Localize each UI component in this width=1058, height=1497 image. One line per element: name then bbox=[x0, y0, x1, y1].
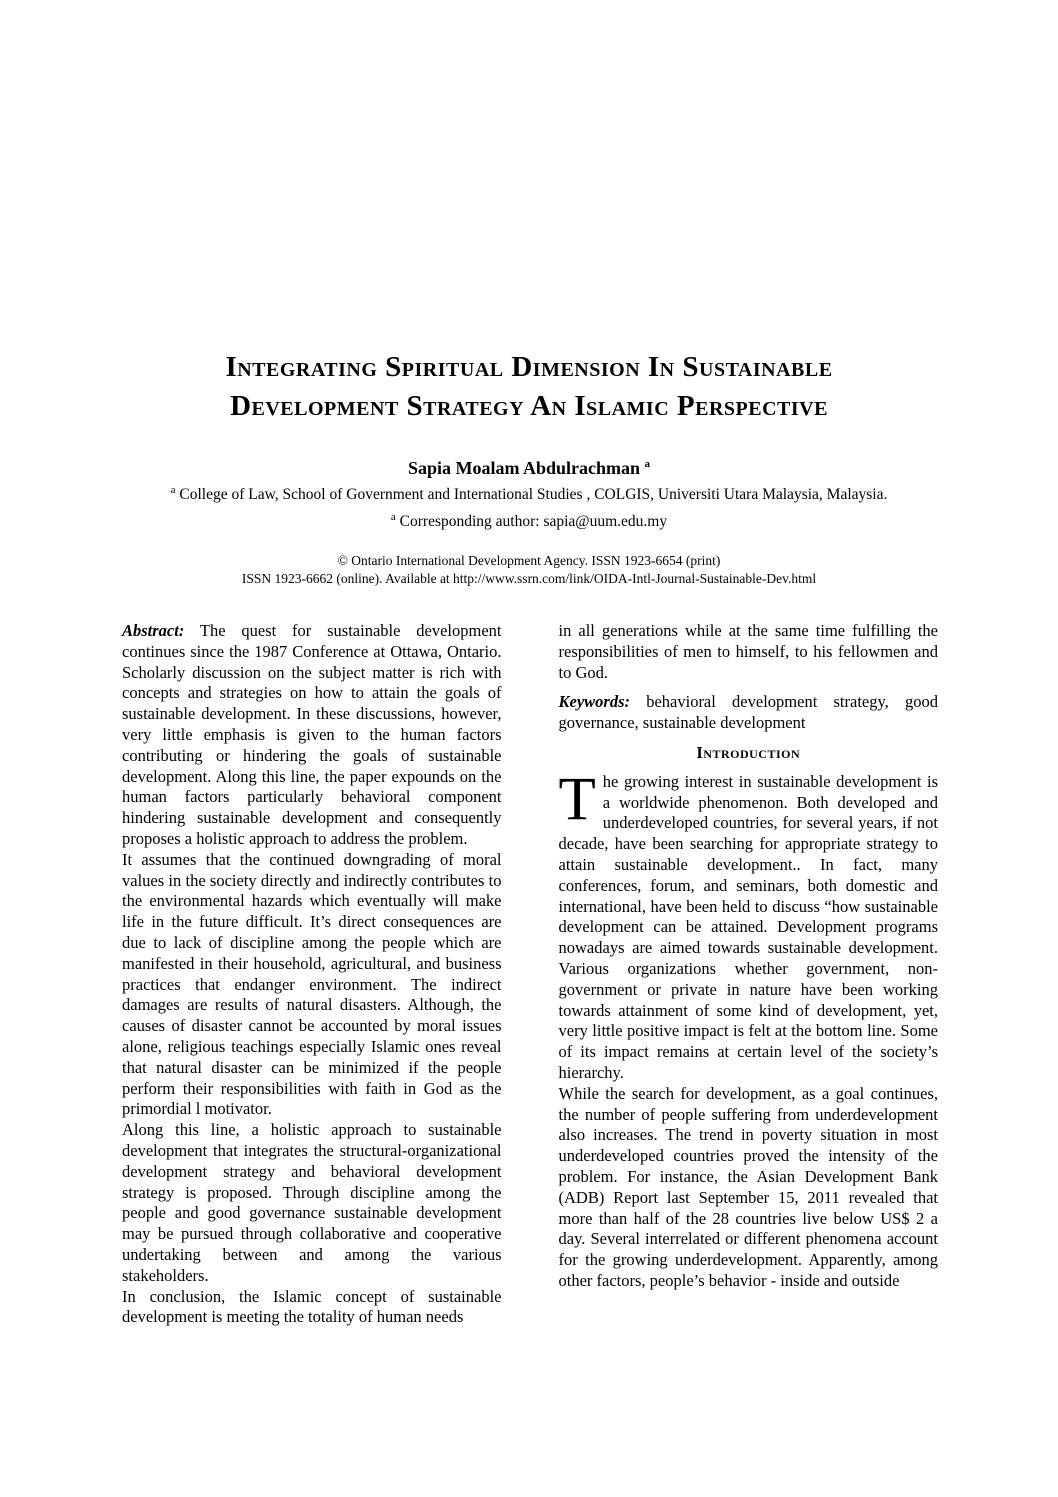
issn-print-line: © Ontario International Development Agency. ISSN 1923-6654 (print) bbox=[337, 553, 721, 569]
right-column bbox=[559, 621, 939, 1328]
affiliation-marker: a bbox=[170, 484, 176, 496]
keywords-paragraph bbox=[559, 692, 939, 734]
paper-title-line-1: Integrating Spiritual Dimension In Sustainable bbox=[225, 351, 833, 383]
paper-header bbox=[0, 348, 1058, 588]
publisher-issn-block bbox=[0, 552, 1058, 588]
abstract-paragraph-2: It assumes that the continued downgrading of moral values in the society directly and indirectly contributes to the environmental hazards which eventually will make life in the future difficult. It’s direct consequences are due to lack of discipline among the people which are manifested in their household, agricultural, and business practices that endanger environment. The indirect damages are results of natural disasters. Although, the causes of disaster cannot be accounted by moral issues alone, religious teachings especially Islamic ones reveal that natural disaster can be minimized if the people perform their responsibilities with faith in God as the primordial l motivator. bbox=[122, 849, 502, 1119]
author-name: Sapia Moalam Abdulrachman bbox=[407, 458, 641, 478]
body-columns bbox=[122, 621, 938, 1328]
paper-title bbox=[0, 348, 1058, 426]
introduction-paragraph-2: While the search for development, as a goal continues, the number of people suffering from underdevelopment also increases. The trend in poverty situation in most underdeveloped countries proved the intensity of the problem. For instance, the Asian Development Bank (ADB) Report last September 15, 2011 revealed that more than half of the 28 countries live below US$ 2 a day. Several interrelated or different phenomena account for the growing underdevelopment. Apparently, among other factors, people’s behavior - inside and outside bbox=[558, 1083, 938, 1290]
issn-online-line: ISSN 1923-6662 (online). Available at http://www.ssrn.com/link/OIDA-Intl-Journal-Sustainable-Dev.html bbox=[241, 571, 817, 587]
introduction-paragraph-1 bbox=[558, 765, 939, 1084]
author-line bbox=[0, 453, 1058, 479]
keywords-label: Keywords: bbox=[558, 692, 630, 712]
abstract-paragraph bbox=[122, 621, 502, 850]
abstract-continuation-paragraph: in all generations while at the same time fulfilling the responsibilities of men to himself, to his fellowmen and to God. bbox=[558, 621, 938, 682]
abstract-label: Abstract: bbox=[122, 621, 185, 640]
affiliation-text: College of Law, School of Government and International Studies , COLGIS, Universiti Utara Malaysia, Malaysia. bbox=[175, 486, 888, 504]
introduction-paragraph-1-text: he growing interest in sustainable development is a worldwide phenomenon. Both developed and underdeveloped countries, for several years, if not decade, have been searching for appropriate strategy to attain sustainable development.. In fact, many conferences, forum, and seminars, both domestic and international, have been held to discuss “how sustainable development can be attained. Development programs nowadays are aimed towards sustainable development. Various organizations whether government, non-government or private in nature have been working towards attainment of some kind of development, yet, very little positive impact is felt at the bottom line. Some of its impact remains at certain level of the society’s hierarchy. bbox=[558, 771, 938, 1082]
affiliation-line bbox=[0, 479, 1058, 506]
abstract-text: The quest for sustainable development continues since the 1987 Conference at Ottawa, Ontario. Scholarly discussion on the subject matter is rich with concepts and strategies on how to attain the goals of sustainable development. In these discussions, however, very little emphasis is given to the human factors contributing or hindering the goals of sustainable development. Along this line, the paper expounds on the human factors particularly behavioral component hindering sustainable development and consequently proposes a holistic approach to address the problem. bbox=[122, 621, 502, 848]
introduction-heading: Introduction bbox=[696, 742, 801, 762]
drop-cap-letter: T bbox=[558, 765, 596, 833]
paper-title-line-2: Development Strategy An Islamic Perspective bbox=[230, 390, 828, 422]
keywords-text: behavioral development strategy, good governance, sustainable development bbox=[558, 692, 938, 733]
corresponding-marker: a bbox=[390, 511, 396, 524]
author-affiliation-marker: a bbox=[644, 458, 651, 470]
corresponding-author-line bbox=[0, 506, 1058, 533]
abstract-paragraph-4: In conclusion, the Islamic concept of sustainable development is meeting the totality of human needs bbox=[122, 1286, 502, 1327]
left-column bbox=[122, 621, 502, 1328]
abstract-paragraph-3: Along this line, a holistic approach to sustainable development that integrates the structural-organizational development strategy and behavioral development strategy is proposed. Through discipline among the people and good governance sustainable development may be pursued through collaborative and cooperative undertaking between and among the various stakeholders. bbox=[122, 1120, 502, 1285]
corresponding-text: Corresponding author: sapia@uum.edu.my bbox=[395, 513, 668, 531]
